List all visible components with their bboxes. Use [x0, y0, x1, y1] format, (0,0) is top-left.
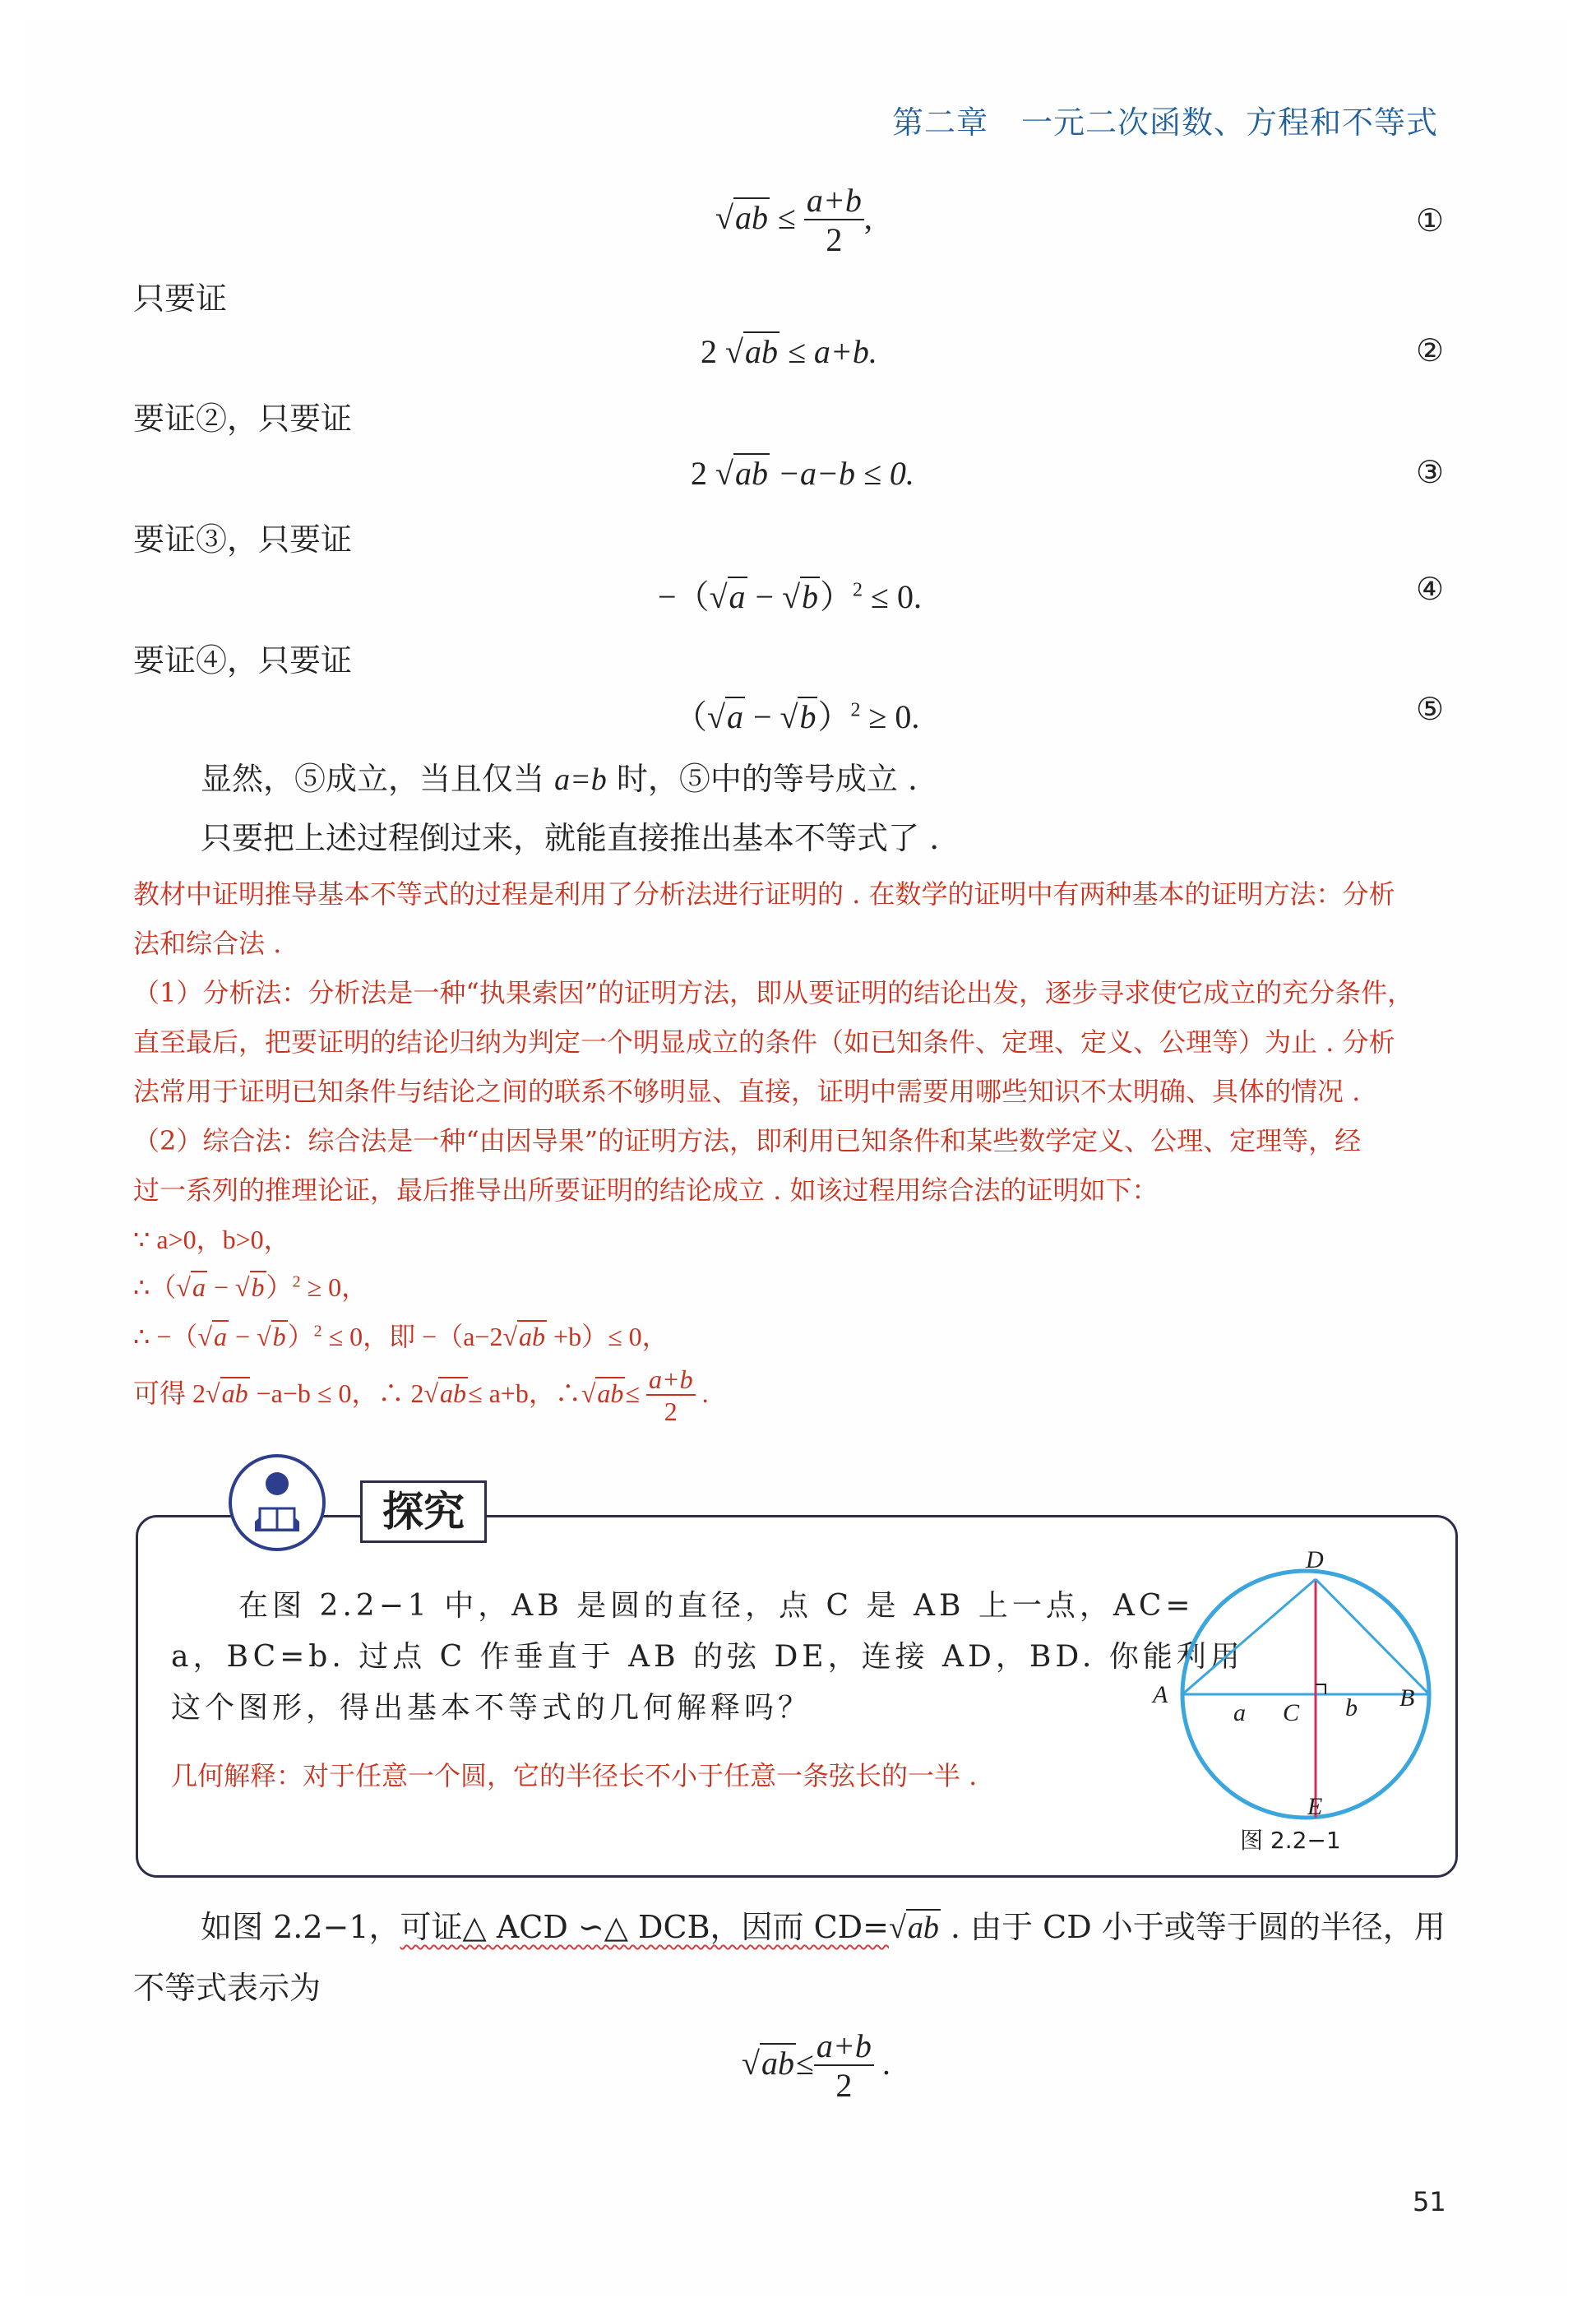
text-line-3: 要证③，只要证	[133, 521, 353, 558]
explore-question-3: 这个图形，得出基本不等式的几何解释吗？	[171, 1691, 812, 1725]
segment-bd	[1316, 1579, 1429, 1694]
note-line-3b: 过一系列的推理论证，最后推导出所要证明的结论成立 . 如该过程用综合法的证明如下：	[133, 1174, 1159, 1206]
proof-line-2: ∴（√a − √b）$^2$ ≥ 0，	[133, 1272, 368, 1302]
equation-2-mark: ②	[1416, 332, 1445, 368]
paragraph-3: 如图 2.2−1，可证△ ACD ∽△ DCB，因而 CD=√ab . 由于 CD 小于或等于圆的半径，用	[201, 1909, 1446, 1945]
note-line-2b: 直至最后，把要证明的结论归纳为判定一个明显成立的条件（如已知条件、定理、定义、公理等）为止 . 分析	[133, 1026, 1395, 1058]
chapter-title: 一元二次函数、方程和不等式	[1021, 104, 1439, 141]
figure-caption: 图 2.2−1	[1240, 1827, 1341, 1854]
explore-answer: 几何解释：对于任意一个圆，它的半径长不小于任意一条弦长的一半 .	[171, 1760, 978, 1791]
text-line-1: 只要证	[133, 280, 228, 317]
page-number: 51	[1413, 2186, 1446, 2217]
equation-2: 2 √ab ≤ a+b.	[701, 333, 877, 370]
explore-question-1: 在图 2.2−1 中，AB 是圆的直径，点 C 是 AB 上一点，AC=	[238, 1589, 1195, 1623]
paragraph-2: 只要把上述过程倒过来，就能直接推出基本不等式了 .	[201, 820, 940, 856]
proof-line-1: ∵ a>0，b>0，	[133, 1225, 290, 1254]
equation-3: 2 √ab −a−b ≤ 0.	[691, 455, 914, 492]
explore-title: 探究	[360, 1480, 487, 1543]
paragraph-1: 显然，⑤成立，当且仅当 a=b 时，⑤中的等号成立 .	[201, 761, 918, 797]
equation-5-mark: ⑤	[1416, 691, 1445, 727]
chapter-header	[892, 97, 1438, 142]
equation-3-mark: ③	[1416, 454, 1445, 490]
label-b: B	[1399, 1684, 1415, 1712]
proof-line-4: 可得 2√ab −a−b ≤ 0，∴ 2√ab≤ a+b，∴√ab≤ $\frac{a+b}{2}$ .	[133, 1364, 709, 1427]
segment-ad	[1182, 1579, 1316, 1694]
note-line-2c: 法常用于证明已知条件与结论之间的联系不够明显、直接，证明中需要用哪些知识不太明确、具体的情况 .	[133, 1076, 1361, 1107]
note-line-2a: （1）分析法：分析法是一种“执果索因”的证明方法，即从要证明的结论出发，逐步寻求使它成立的充分条件，	[133, 977, 1414, 1008]
label-segment-b: b	[1345, 1694, 1358, 1721]
note-line-1a: 教材中证明推导基本不等式的过程是利用了分析法进行证明的 . 在数学的证明中有两种基本的证明方法：分析	[133, 878, 1395, 910]
equation-1-mark: ①	[1416, 202, 1445, 239]
explore-question-2: a，BC=b. 过点 C 作垂直于 AB 的弦 DE，连接 AD，BD. 你能利用	[171, 1640, 1244, 1674]
reader-icon	[229, 1454, 326, 1551]
proof-line-3: ∴ $-(√a - √b)^2 \le 0$，即 −（a−2√ab +b）≤ 0，	[133, 1322, 668, 1351]
equation-6: √ab≤ $\frac{a+b}{2}$ .	[742, 2027, 891, 2104]
chapter-number: 第二章	[892, 104, 989, 141]
equation-1: √ab ≤ $\frac{a+b}{2}$ ,	[715, 182, 872, 258]
equation-5: $(√a - √b)^2 \ge 0$.	[674, 698, 920, 735]
label-segment-a: a	[1233, 1699, 1246, 1726]
equation-4: $-(√a - √b)^2 \le 0$.	[658, 578, 922, 615]
text-line-4: 要证④，只要证	[133, 642, 353, 679]
note-line-3a: （2）综合法：综合法是一种“由因导果”的证明方法，即利用已知条件和某些数学定义、公理、定理等，经	[133, 1125, 1362, 1156]
label-a: A	[1153, 1681, 1168, 1708]
label-e: E	[1307, 1793, 1323, 1820]
right-angle-mark	[1316, 1684, 1325, 1694]
label-d: D	[1306, 1546, 1324, 1573]
paragraph-3-cont: 不等式表示为	[133, 1970, 322, 2006]
label-c: C	[1283, 1699, 1300, 1726]
circle-diagram	[1143, 1546, 1439, 1859]
text-line-2: 要证②，只要证	[133, 401, 353, 437]
circle-diagram-svg	[1143, 1546, 1439, 1826]
equation-4-mark: ④	[1416, 571, 1445, 607]
note-line-1b: 法和综合法 .	[133, 928, 282, 959]
